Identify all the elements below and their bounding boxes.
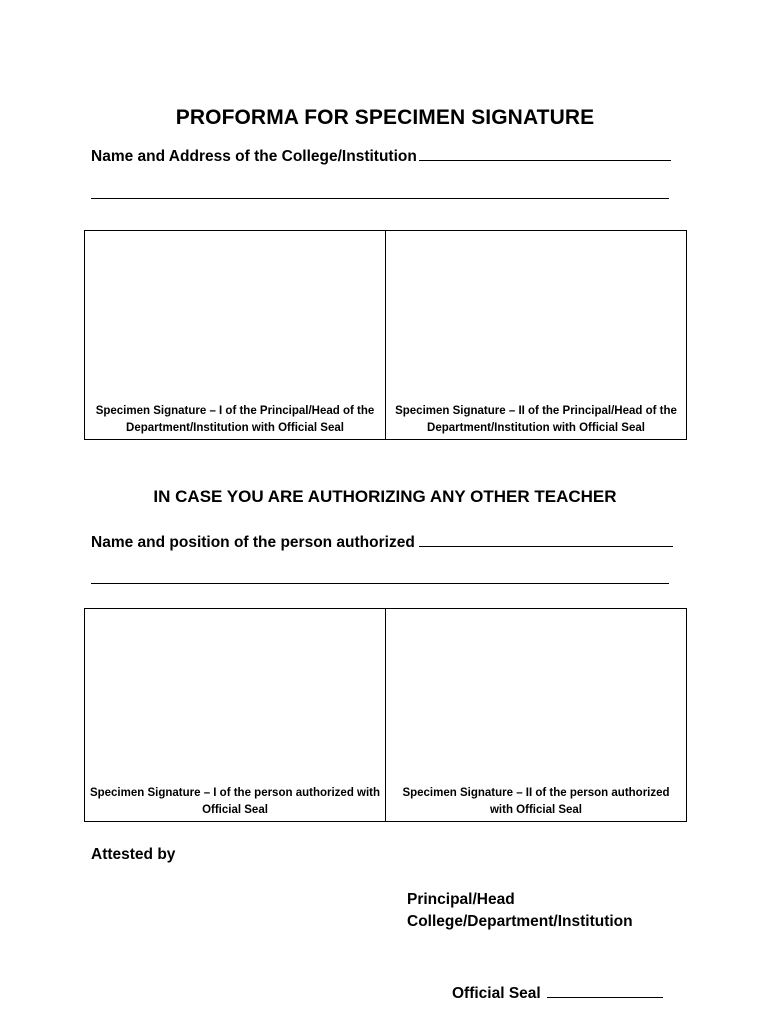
principal-signature-block: [407, 889, 633, 933]
official-seal-blank[interactable]: [547, 996, 663, 998]
official-seal-label: Official Seal: [452, 985, 541, 1002]
principal-signature-table: [84, 230, 687, 440]
authorized-person-field: [91, 534, 673, 552]
college-name-label: Name and Address of the College/Institution: [91, 148, 417, 165]
authorized-position-blank[interactable]: [91, 583, 669, 584]
authorized-person-blank[interactable]: [419, 545, 673, 547]
authorized-signature-box-2[interactable]: [385, 609, 686, 821]
principal-signature-caption-2: Specimen Signature – II of the Principal/Head of the Department/Institution with Official Seal: [395, 405, 677, 434]
authorized-signature-table: [84, 608, 687, 822]
authorized-person-label: Name and position of the person authorized: [91, 534, 415, 551]
authorized-signature-caption-2: Specimen Signature – II of the person authorized with Official Seal: [402, 787, 670, 816]
college-address-blank[interactable]: [91, 198, 669, 199]
page-title: PROFORMA FOR SPECIMEN SIGNATURE: [175, 106, 595, 129]
attested-by-label: Attested by: [91, 846, 176, 863]
authorized-signature-caption-1: Specimen Signature – I of the person authorized with Official Seal: [89, 787, 381, 816]
principal-signature-box-1[interactable]: [85, 231, 385, 439]
college-name-field: [91, 148, 671, 166]
authorization-heading: IN CASE YOU ARE AUTHORIZING ANY OTHER TEACHER: [153, 487, 617, 506]
college-name-blank[interactable]: [419, 159, 671, 161]
principal-signature-caption-1: Specimen Signature – I of the Principal/Head of the Department/Institution with Official Seal: [95, 405, 375, 434]
principal-organization: College/Department/Institution: [407, 913, 633, 930]
official-seal-field: [452, 985, 663, 1003]
principal-signature-box-2[interactable]: [385, 231, 686, 439]
authorized-signature-box-1[interactable]: [85, 609, 385, 821]
principal-title: Principal/Head: [407, 891, 515, 908]
